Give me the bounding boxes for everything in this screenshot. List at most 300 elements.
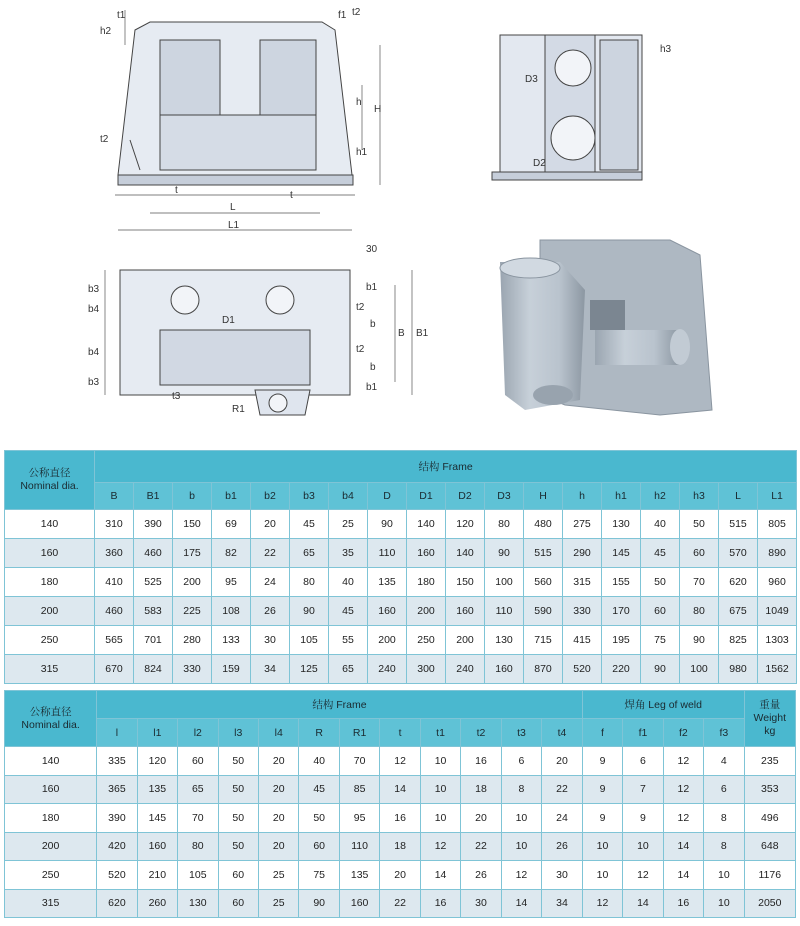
table1-col-l1: L1 bbox=[758, 483, 797, 510]
table-cell: 16 bbox=[461, 747, 501, 776]
row-nominal-dia: 315 bbox=[5, 889, 97, 918]
table2-col-l4: l4 bbox=[259, 719, 299, 747]
table-cell: 159 bbox=[212, 655, 251, 684]
table-cell: 65 bbox=[290, 539, 329, 568]
table-row bbox=[5, 832, 796, 861]
front-view-drawing bbox=[118, 22, 353, 185]
table-cell: 45 bbox=[329, 597, 368, 626]
table2-col-f1: f1 bbox=[623, 719, 663, 747]
table-cell: 18 bbox=[461, 775, 501, 804]
table-cell: 330 bbox=[173, 655, 212, 684]
row-nominal-dia: 250 bbox=[5, 861, 97, 890]
row-nominal-dia: 180 bbox=[5, 804, 97, 833]
table-row bbox=[5, 597, 797, 626]
table-cell: 60 bbox=[178, 747, 218, 776]
table-cell: 260 bbox=[137, 889, 177, 918]
dim-label-h3: h3 bbox=[660, 44, 672, 55]
table-cell: 95 bbox=[339, 804, 379, 833]
table-row bbox=[5, 539, 797, 568]
table-cell: 805 bbox=[758, 510, 797, 539]
dim-label-b3-top: b3 bbox=[88, 284, 100, 295]
table-cell: 82 bbox=[212, 539, 251, 568]
table1-col-l: L bbox=[719, 483, 758, 510]
table-cell: 50 bbox=[218, 832, 258, 861]
table-row bbox=[5, 747, 796, 776]
table1-col-h: H bbox=[524, 483, 563, 510]
table-cell: 870 bbox=[524, 655, 563, 684]
plan-view-drawing bbox=[120, 270, 350, 415]
table-cell: 335 bbox=[97, 747, 137, 776]
table-cell: 40 bbox=[329, 568, 368, 597]
table-cell: 195 bbox=[602, 626, 641, 655]
table-cell: 85 bbox=[339, 775, 379, 804]
table-cell: 675 bbox=[719, 597, 758, 626]
table-cell: 90 bbox=[485, 539, 524, 568]
table-cell: 45 bbox=[299, 775, 339, 804]
table1-col-h: h bbox=[563, 483, 602, 510]
dim-label-D1: D1 bbox=[222, 315, 235, 326]
table-cell: 16 bbox=[663, 889, 703, 918]
table2-col-f2: f2 bbox=[663, 719, 703, 747]
row-nominal-dia: 160 bbox=[5, 775, 97, 804]
table-cell: 150 bbox=[173, 510, 212, 539]
table-cell: 200 bbox=[368, 626, 407, 655]
header-frame: 结构 Frame bbox=[95, 451, 797, 483]
table-cell: 4 bbox=[704, 747, 744, 776]
dim-label-h2: h2 bbox=[100, 26, 112, 37]
table-cell: 525 bbox=[134, 568, 173, 597]
table-cell: 583 bbox=[134, 597, 173, 626]
table-cell: 515 bbox=[719, 510, 758, 539]
table-cell: 95 bbox=[212, 568, 251, 597]
table1-col-d2: D2 bbox=[446, 483, 485, 510]
table2-col-f3: f3 bbox=[704, 719, 744, 747]
table2-col-l1: l1 bbox=[137, 719, 177, 747]
table1-col-h2: h2 bbox=[641, 483, 680, 510]
table-cell: 135 bbox=[339, 861, 379, 890]
table-cell: 170 bbox=[602, 597, 641, 626]
dim-label-30: 30 bbox=[366, 244, 378, 255]
table-cell: 390 bbox=[97, 804, 137, 833]
table-cell: 80 bbox=[178, 832, 218, 861]
table-cell: 12 bbox=[380, 747, 420, 776]
table2-col-t2: t2 bbox=[461, 719, 501, 747]
table2-col-l3: l3 bbox=[218, 719, 258, 747]
dim-label-f1: f1 bbox=[338, 10, 347, 21]
table-cell: 90 bbox=[641, 655, 680, 684]
table-cell: 40 bbox=[299, 747, 339, 776]
table-cell: 110 bbox=[368, 539, 407, 568]
table-cell: 520 bbox=[97, 861, 137, 890]
table2-col-r1: R1 bbox=[339, 719, 379, 747]
table-cell: 145 bbox=[602, 539, 641, 568]
table-cell: 9 bbox=[623, 804, 663, 833]
table-cell: 460 bbox=[134, 539, 173, 568]
table2-col-t1: t1 bbox=[420, 719, 460, 747]
table-cell: 26 bbox=[542, 832, 583, 861]
table-cell: 16 bbox=[380, 804, 420, 833]
table-cell: 130 bbox=[485, 626, 524, 655]
dim-label-t2-bottom: t2 bbox=[356, 344, 365, 355]
table-cell: 410 bbox=[95, 568, 134, 597]
table-cell: 10 bbox=[582, 861, 622, 890]
table-cell: 240 bbox=[368, 655, 407, 684]
table-cell: 960 bbox=[758, 568, 797, 597]
table-cell: 100 bbox=[485, 568, 524, 597]
table-row bbox=[5, 775, 796, 804]
table-cell: 34 bbox=[542, 889, 583, 918]
table-cell: 9 bbox=[582, 775, 622, 804]
table1-col-b: b bbox=[173, 483, 212, 510]
table-row bbox=[5, 568, 797, 597]
table-cell: 240 bbox=[446, 655, 485, 684]
table-cell: 415 bbox=[563, 626, 602, 655]
table-cell: 290 bbox=[563, 539, 602, 568]
row-nominal-dia: 315 bbox=[5, 655, 95, 684]
table-row bbox=[5, 510, 797, 539]
table-cell: 30 bbox=[251, 626, 290, 655]
table-cell: 145 bbox=[137, 804, 177, 833]
table-cell: 25 bbox=[259, 889, 299, 918]
table-cell: 22 bbox=[380, 889, 420, 918]
table-cell: 6 bbox=[704, 775, 744, 804]
table-cell: 35 bbox=[329, 539, 368, 568]
table-cell: 140 bbox=[407, 510, 446, 539]
table-cell: 20 bbox=[380, 861, 420, 890]
dim-label-D3: D3 bbox=[525, 74, 538, 85]
table-cell: 133 bbox=[212, 626, 251, 655]
table-cell: 6 bbox=[501, 747, 541, 776]
dim-label-t2: t2 bbox=[352, 7, 361, 18]
header-nominal-dia-2 bbox=[5, 691, 97, 747]
table-cell: 12 bbox=[420, 832, 460, 861]
dim-label-t-right: t bbox=[290, 190, 293, 201]
row-nominal-dia: 200 bbox=[5, 597, 95, 626]
table2-col-r: R bbox=[299, 719, 339, 747]
table2-col-l: l bbox=[97, 719, 137, 747]
row-nominal-dia: 140 bbox=[5, 747, 97, 776]
table-cell: 620 bbox=[97, 889, 137, 918]
row-nominal-dia: 180 bbox=[5, 568, 95, 597]
table-cell: 390 bbox=[134, 510, 173, 539]
table-cell: 12 bbox=[623, 861, 663, 890]
table-cell: 155 bbox=[602, 568, 641, 597]
table-cell: 120 bbox=[446, 510, 485, 539]
dim-label-b1-bottom: b1 bbox=[366, 382, 378, 393]
table-cell: 980 bbox=[719, 655, 758, 684]
table-cell: 10 bbox=[704, 861, 744, 890]
table-cell: 90 bbox=[290, 597, 329, 626]
table-cell: 105 bbox=[290, 626, 329, 655]
table-cell: 460 bbox=[95, 597, 134, 626]
dim-label-R1: R1 bbox=[232, 404, 245, 415]
table1-col-d1: D1 bbox=[407, 483, 446, 510]
table-cell: 14 bbox=[663, 832, 703, 861]
table-cell: 135 bbox=[368, 568, 407, 597]
table-cell: 160 bbox=[485, 655, 524, 684]
table-cell: 130 bbox=[602, 510, 641, 539]
table-cell: 20 bbox=[259, 775, 299, 804]
table-cell: 560 bbox=[524, 568, 563, 597]
table-cell: 22 bbox=[461, 832, 501, 861]
table-row bbox=[5, 804, 796, 833]
table-cell: 30 bbox=[461, 889, 501, 918]
table-cell: 70 bbox=[178, 804, 218, 833]
table-cell: 2050 bbox=[744, 889, 795, 918]
table-cell: 90 bbox=[299, 889, 339, 918]
table-cell: 8 bbox=[501, 775, 541, 804]
table-cell: 130 bbox=[178, 889, 218, 918]
table-cell: 520 bbox=[563, 655, 602, 684]
table-cell: 280 bbox=[173, 626, 212, 655]
table-cell: 60 bbox=[299, 832, 339, 861]
dim-label-b-top: b bbox=[370, 319, 376, 330]
table-cell: 1562 bbox=[758, 655, 797, 684]
table-cell: 80 bbox=[485, 510, 524, 539]
table-cell: 60 bbox=[218, 889, 258, 918]
dim-label-H: H bbox=[374, 104, 382, 115]
table-cell: 10 bbox=[420, 747, 460, 776]
dim-label-t1: t1 bbox=[117, 10, 126, 21]
table-cell: 235 bbox=[744, 747, 795, 776]
table-cell: 150 bbox=[446, 568, 485, 597]
table-cell: 315 bbox=[563, 568, 602, 597]
table-row bbox=[5, 889, 796, 918]
dim-label-t3: t3 bbox=[172, 391, 181, 402]
table-cell: 14 bbox=[663, 861, 703, 890]
table-cell: 22 bbox=[251, 539, 290, 568]
table-cell: 825 bbox=[719, 626, 758, 655]
table-cell: 200 bbox=[407, 597, 446, 626]
header-nominal-en: Nominal dia. bbox=[20, 480, 79, 492]
table-cell: 50 bbox=[299, 804, 339, 833]
header-weight bbox=[744, 691, 795, 747]
table-cell: 10 bbox=[704, 889, 744, 918]
table-cell: 45 bbox=[290, 510, 329, 539]
table-cell: 30 bbox=[542, 861, 583, 890]
table-cell: 175 bbox=[173, 539, 212, 568]
table-cell: 310 bbox=[95, 510, 134, 539]
side-view-drawing bbox=[492, 35, 642, 180]
header-nominal-cn-2: 公称直径 bbox=[29, 705, 72, 718]
table1-col-b1: B1 bbox=[134, 483, 173, 510]
table-cell: 60 bbox=[218, 861, 258, 890]
fairlead-product-photo bbox=[500, 240, 712, 415]
table-row bbox=[5, 626, 797, 655]
table-cell: 20 bbox=[542, 747, 583, 776]
table-cell: 25 bbox=[329, 510, 368, 539]
dim-label-B: B bbox=[398, 328, 405, 339]
table-cell: 18 bbox=[380, 832, 420, 861]
table-cell: 90 bbox=[680, 626, 719, 655]
table-cell: 70 bbox=[680, 568, 719, 597]
table-cell: 90 bbox=[368, 510, 407, 539]
table-cell: 7 bbox=[623, 775, 663, 804]
table-row bbox=[5, 861, 796, 890]
table-cell: 70 bbox=[339, 747, 379, 776]
table-row bbox=[5, 655, 797, 684]
table-cell: 14 bbox=[380, 775, 420, 804]
table-cell: 80 bbox=[290, 568, 329, 597]
table-cell: 210 bbox=[137, 861, 177, 890]
table-cell: 105 bbox=[178, 861, 218, 890]
table-cell: 160 bbox=[368, 597, 407, 626]
table1-col-b: B bbox=[95, 483, 134, 510]
table-cell: 1176 bbox=[744, 861, 795, 890]
table-cell: 6 bbox=[623, 747, 663, 776]
table-cell: 701 bbox=[134, 626, 173, 655]
table-cell: 26 bbox=[251, 597, 290, 626]
dim-label-L: L bbox=[230, 202, 236, 213]
table-cell: 140 bbox=[446, 539, 485, 568]
table-cell: 20 bbox=[251, 510, 290, 539]
table-cell: 100 bbox=[680, 655, 719, 684]
table-cell: 10 bbox=[501, 804, 541, 833]
table-cell: 160 bbox=[339, 889, 379, 918]
dimensions-table-frame bbox=[4, 450, 797, 684]
row-nominal-dia: 140 bbox=[5, 510, 95, 539]
row-nominal-dia: 250 bbox=[5, 626, 95, 655]
table1-col-h1: h1 bbox=[602, 483, 641, 510]
table-cell: 12 bbox=[501, 861, 541, 890]
table-cell: 12 bbox=[582, 889, 622, 918]
table-cell: 250 bbox=[407, 626, 446, 655]
table-cell: 10 bbox=[501, 832, 541, 861]
table-cell: 65 bbox=[178, 775, 218, 804]
table-cell: 8 bbox=[704, 804, 744, 833]
table-cell: 45 bbox=[641, 539, 680, 568]
table-cell: 160 bbox=[446, 597, 485, 626]
table1-col-d3: D3 bbox=[485, 483, 524, 510]
dim-label-t-left: t bbox=[175, 185, 178, 196]
table-cell: 353 bbox=[744, 775, 795, 804]
table-cell: 12 bbox=[663, 747, 703, 776]
table-cell: 12 bbox=[663, 804, 703, 833]
dim-label-t2-top: t2 bbox=[356, 302, 365, 313]
table-cell: 890 bbox=[758, 539, 797, 568]
table-cell: 160 bbox=[407, 539, 446, 568]
table-cell: 50 bbox=[641, 568, 680, 597]
technical-drawings bbox=[0, 0, 800, 440]
table-cell: 10 bbox=[623, 832, 663, 861]
table-cell: 40 bbox=[641, 510, 680, 539]
dimensions-table-frame-weld bbox=[4, 690, 796, 918]
table-cell: 20 bbox=[259, 804, 299, 833]
table-cell: 225 bbox=[173, 597, 212, 626]
table-cell: 16 bbox=[420, 889, 460, 918]
table1-col-b1: b1 bbox=[212, 483, 251, 510]
row-nominal-dia: 160 bbox=[5, 539, 95, 568]
table-cell: 160 bbox=[137, 832, 177, 861]
table-cell: 50 bbox=[218, 775, 258, 804]
header-weight-en: Weight bbox=[753, 712, 787, 724]
table-cell: 50 bbox=[218, 804, 258, 833]
table-cell: 20 bbox=[461, 804, 501, 833]
table-cell: 65 bbox=[329, 655, 368, 684]
table2-col-l2: l2 bbox=[178, 719, 218, 747]
table-cell: 565 bbox=[95, 626, 134, 655]
table-cell: 9 bbox=[582, 804, 622, 833]
table-cell: 20 bbox=[259, 832, 299, 861]
table-cell: 60 bbox=[680, 539, 719, 568]
table-cell: 22 bbox=[542, 775, 583, 804]
table-cell: 360 bbox=[95, 539, 134, 568]
dim-label-h1: h1 bbox=[356, 147, 368, 158]
header-weight-unit: kg bbox=[764, 725, 776, 737]
table-cell: 50 bbox=[680, 510, 719, 539]
table-cell: 14 bbox=[623, 889, 663, 918]
table2-col-t: t bbox=[380, 719, 420, 747]
table-cell: 24 bbox=[251, 568, 290, 597]
table-cell: 12 bbox=[663, 775, 703, 804]
table-cell: 10 bbox=[420, 775, 460, 804]
dim-label-h: h bbox=[356, 97, 362, 108]
table-cell: 80 bbox=[680, 597, 719, 626]
table-cell: 125 bbox=[290, 655, 329, 684]
header-leg-of-weld: 焊角 Leg of weld bbox=[582, 691, 744, 719]
table-cell: 75 bbox=[641, 626, 680, 655]
dim-label-t2-left: t2 bbox=[100, 134, 109, 145]
table-cell: 330 bbox=[563, 597, 602, 626]
dim-label-b3-bottom: b3 bbox=[88, 377, 100, 388]
table-cell: 69 bbox=[212, 510, 251, 539]
table-cell: 50 bbox=[218, 747, 258, 776]
row-nominal-dia: 200 bbox=[5, 832, 97, 861]
dim-label-B1: B1 bbox=[416, 328, 429, 339]
table-cell: 110 bbox=[339, 832, 379, 861]
table-cell: 648 bbox=[744, 832, 795, 861]
table1-col-b2: b2 bbox=[251, 483, 290, 510]
header-nominal-dia bbox=[5, 451, 95, 510]
table-cell: 365 bbox=[97, 775, 137, 804]
table-cell: 9 bbox=[582, 747, 622, 776]
header-weight-cn: 重量 bbox=[759, 699, 781, 711]
table-cell: 480 bbox=[524, 510, 563, 539]
table-cell: 60 bbox=[641, 597, 680, 626]
table-cell: 1303 bbox=[758, 626, 797, 655]
table1-col-d: D bbox=[368, 483, 407, 510]
table-cell: 715 bbox=[524, 626, 563, 655]
table-cell: 10 bbox=[582, 832, 622, 861]
dim-label-b4-top: b4 bbox=[88, 304, 100, 315]
table-cell: 8 bbox=[704, 832, 744, 861]
table-cell: 570 bbox=[719, 539, 758, 568]
table-cell: 34 bbox=[251, 655, 290, 684]
table-cell: 120 bbox=[137, 747, 177, 776]
table-cell: 1049 bbox=[758, 597, 797, 626]
dim-label-D2: D2 bbox=[533, 158, 546, 169]
table-cell: 10 bbox=[420, 804, 460, 833]
table1-col-h3: h3 bbox=[680, 483, 719, 510]
dim-label-b1-top: b1 bbox=[366, 282, 378, 293]
dim-label-L1: L1 bbox=[228, 220, 240, 231]
header-frame-2: 结构 Frame bbox=[97, 691, 583, 719]
table-cell: 824 bbox=[134, 655, 173, 684]
table-cell: 26 bbox=[461, 861, 501, 890]
table2-col-f: f bbox=[582, 719, 622, 747]
table2-col-t4: t4 bbox=[542, 719, 583, 747]
table-cell: 24 bbox=[542, 804, 583, 833]
table-cell: 14 bbox=[420, 861, 460, 890]
table-cell: 14 bbox=[501, 889, 541, 918]
table-cell: 590 bbox=[524, 597, 563, 626]
dim-label-b-bottom: b bbox=[370, 362, 376, 373]
table-cell: 515 bbox=[524, 539, 563, 568]
table-cell: 75 bbox=[299, 861, 339, 890]
table-cell: 200 bbox=[173, 568, 212, 597]
table-cell: 20 bbox=[259, 747, 299, 776]
table-cell: 110 bbox=[485, 597, 524, 626]
